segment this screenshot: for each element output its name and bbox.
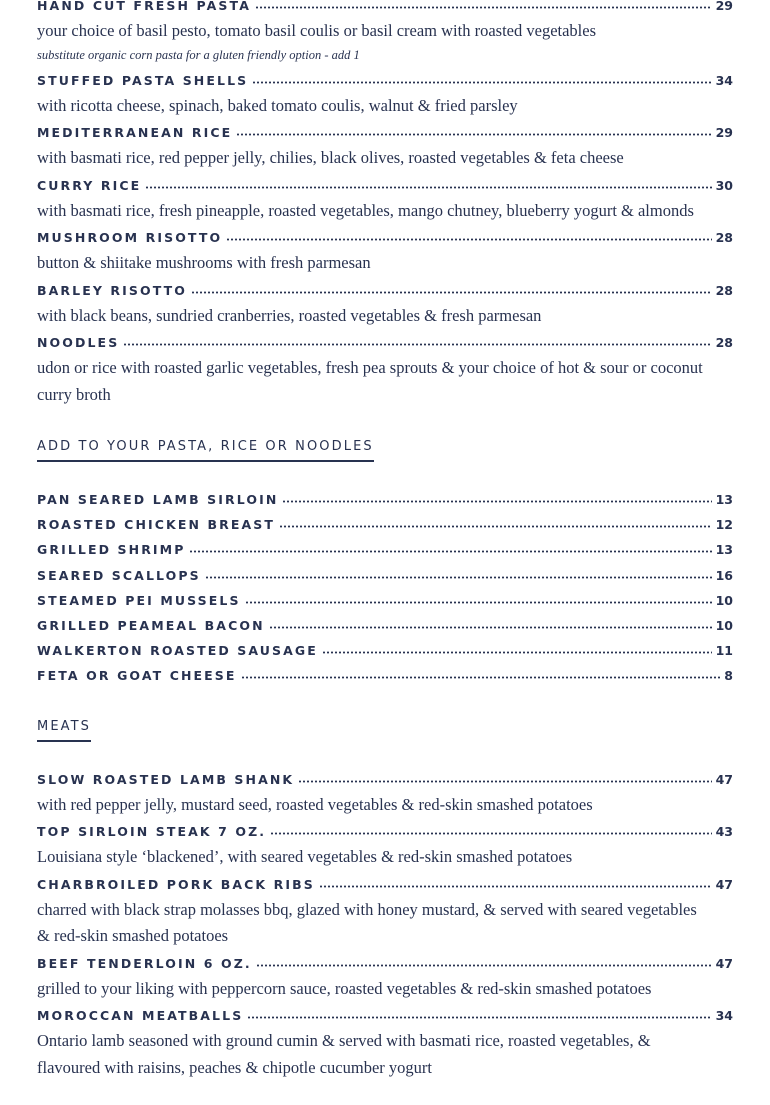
- menu-item-name: MOROCCAN MEATBALLS: [37, 1008, 244, 1023]
- menu-item-description: with basmati rice, fresh pineapple, roasted vegetables, mango chutney, blueberry yogurt & almonds: [37, 200, 694, 220]
- menu-item-header: [37, 951, 733, 976]
- dot-leader: [236, 133, 711, 136]
- menu-item-price: 34: [715, 1008, 733, 1023]
- dot-leader: [279, 525, 712, 528]
- dot-leader: [247, 1016, 711, 1019]
- menu-item-header: [37, 0, 733, 18]
- menu-item-header: [37, 330, 733, 355]
- menu-item-description: udon or rice with roasted garlic vegetables, fresh pea sprouts & your choice of hot & sour or coconut curry broth: [37, 358, 703, 404]
- dot-leader: [282, 500, 711, 503]
- menu-item-price: 43: [715, 824, 733, 839]
- menu-item-name: BARLEY RISOTTO: [37, 282, 188, 298]
- addon-price: 8: [724, 668, 733, 684]
- menu-item-price: 34: [715, 72, 733, 88]
- addon-price: 11: [715, 643, 733, 659]
- menu-item-price: 29: [715, 125, 733, 140]
- menu-item-note: substitute organic corn pasta for a gluten friendly option - add 1: [37, 47, 360, 62]
- menu-item-name: MEDITERRANEAN RICE: [37, 125, 233, 140]
- addon-name: PAN SEARED LAMB SIRLOIN: [37, 492, 279, 507]
- menu-item-header: [37, 225, 733, 250]
- menu-item: [37, 278, 733, 330]
- menu-item: [37, 225, 733, 277]
- dot-leader: [298, 780, 711, 783]
- dot-leader: [255, 6, 712, 9]
- menu-item-description: charred with black strap molasses bbq, glazed with honey mustard, & served with seared vegetables & red-skin smashed potatoes: [37, 899, 697, 945]
- meats-heading: MEATS: [37, 719, 91, 742]
- addon-item: [37, 563, 733, 588]
- dot-leader: [205, 576, 712, 579]
- menu-item-header: [37, 278, 733, 303]
- meats-list: [37, 767, 733, 1082]
- menu-item-header: [37, 68, 733, 93]
- menu-item-header: [37, 120, 733, 145]
- dot-leader: [322, 651, 712, 654]
- menu-item-price: 29: [715, 0, 733, 13]
- menu-item: [37, 0, 733, 66]
- menu-item-description: with ricotta cheese, spinach, baked tomato coulis, walnut & fried parsley: [37, 95, 518, 115]
- menu-item-description: with red pepper jelly, mustard seed, roasted vegetables & red-skin smashed potatoes: [37, 794, 593, 814]
- menu-item: [37, 767, 733, 819]
- menu-item: [37, 819, 733, 871]
- addon-name: GRILLED PEAMEAL BACON: [37, 617, 265, 633]
- dot-leader: [189, 550, 711, 553]
- addon-price: 16: [715, 567, 733, 583]
- menu-item-description: your choice of basil pesto, tomato basil coulis or basil cream with roasted vegetables: [37, 21, 597, 40]
- menu-item-description: with black beans, sundried cranberries, roasted vegetables & fresh parmesan: [37, 305, 542, 325]
- menu-item: [37, 173, 733, 225]
- addon-name: GRILLED SHRIMP: [37, 542, 186, 558]
- menu-item: [37, 120, 733, 172]
- dot-leader: [252, 81, 711, 84]
- menu-item-description: Ontario lamb seasoned with ground cumin & served with basmati rice, roasted vegetables, & flavoured with raisins, peaches & chipotle cucumber yogurt: [37, 1031, 651, 1077]
- addon-item: [37, 588, 733, 613]
- addons-list: [37, 487, 733, 689]
- addon-item: [37, 638, 733, 663]
- dot-leader: [191, 291, 712, 294]
- dot-leader: [256, 964, 712, 967]
- mains-list: [37, 0, 733, 408]
- addon-price: 10: [715, 617, 733, 633]
- menu-item-price: 28: [715, 230, 733, 245]
- addon-name: ROASTED CHICKEN BREAST: [37, 517, 275, 533]
- menu-item-name: MUSHROOM RISOTTO: [37, 230, 223, 245]
- dot-leader: [123, 343, 711, 346]
- addon-name: FETA OR GOAT CHEESE: [37, 668, 237, 684]
- dot-leader: [319, 885, 712, 888]
- addon-item: [37, 663, 733, 688]
- menu-item-name: STUFFED PASTA SHELLS: [37, 72, 249, 88]
- menu-item-price: 47: [715, 771, 733, 787]
- dot-leader: [241, 676, 721, 679]
- addon-price: 13: [715, 542, 733, 558]
- menu-item-header: [37, 173, 733, 198]
- addon-price: 12: [715, 517, 733, 533]
- menu-item-header: [37, 872, 733, 897]
- menu-item-price: 28: [715, 282, 733, 298]
- menu-item-price: 30: [715, 177, 733, 193]
- menu-item-name: TOP SIRLOIN STEAK 7 OZ.: [37, 824, 267, 839]
- dot-leader: [226, 238, 711, 241]
- menu-item-header: [37, 819, 733, 844]
- menu-item: [37, 872, 733, 950]
- addon-name: SEARED SCALLOPS: [37, 567, 201, 583]
- addon-price: 13: [715, 492, 733, 507]
- menu-item-name: NOODLES: [37, 335, 120, 350]
- menu-item: [37, 330, 733, 408]
- menu-item-name: CHARBROILED PORK BACK RIBS: [37, 876, 315, 892]
- dot-leader: [270, 832, 711, 835]
- menu-item-description: grilled to your liking with peppercorn sauce, roasted vegetables & red-skin smashed potatoes: [37, 978, 652, 998]
- menu-item-description: Louisiana style ‘blackened’, with seared vegetables & red-skin smashed potatoes: [37, 847, 573, 866]
- menu-item-description: button & shiitake mushrooms with fresh parmesan: [37, 253, 371, 272]
- menu-item-description: with basmati rice, red pepper jelly, chilies, black olives, roasted vegetables & feta cheese: [37, 148, 624, 167]
- menu-item: [37, 951, 733, 1003]
- menu-item-price: 47: [715, 955, 733, 971]
- menu-item-price: 47: [715, 876, 733, 892]
- addon-item: [37, 487, 733, 512]
- addon-name: STEAMED PEI MUSSELS: [37, 592, 241, 608]
- addon-item: [37, 613, 733, 638]
- menu-item: [37, 1003, 733, 1081]
- menu-item-header: [37, 767, 733, 792]
- menu-item-name: CURRY RICE: [37, 177, 142, 193]
- menu-page: [37, 0, 733, 1082]
- menu-item-name: HAND CUT FRESH PASTA: [37, 0, 251, 13]
- dot-leader: [245, 601, 712, 604]
- menu-item-name: BEEF TENDERLOIN 6 OZ.: [37, 955, 252, 971]
- menu-item-price: 28: [715, 335, 733, 350]
- addon-item: [37, 537, 733, 562]
- addon-price: 10: [715, 592, 733, 608]
- menu-item-name: SLOW ROASTED LAMB SHANK: [37, 771, 295, 787]
- menu-item: [37, 68, 733, 120]
- addon-name: WALKERTON ROASTED SAUSAGE: [37, 643, 318, 659]
- menu-item-header: [37, 1003, 733, 1028]
- addon-item: [37, 512, 733, 537]
- addons-heading: ADD TO YOUR PASTA, RICE OR NOODLES: [37, 439, 374, 462]
- dot-leader: [269, 626, 712, 629]
- dot-leader: [145, 186, 711, 189]
